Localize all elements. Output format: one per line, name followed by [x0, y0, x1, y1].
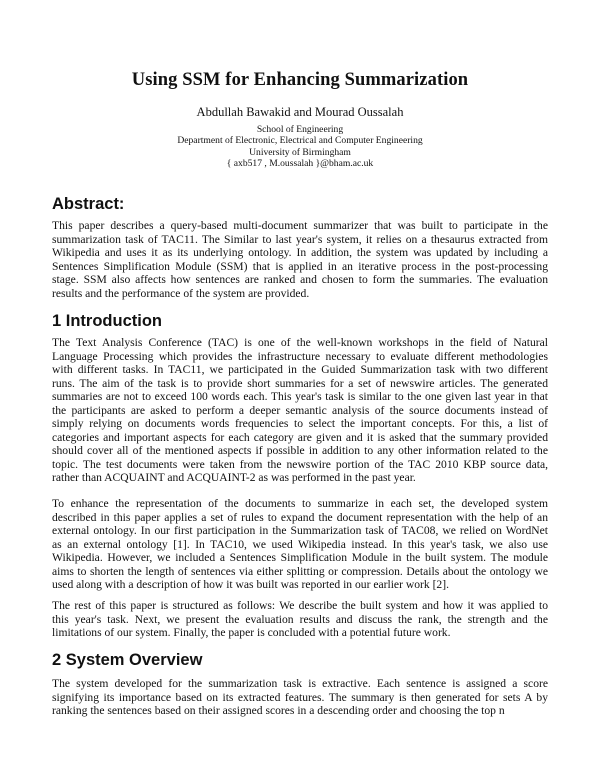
introduction-paragraph-2 [52, 497, 548, 592]
text-line: signifying its importance based on its extracted features. The summary is then generated for sets A by [52, 690, 548, 704]
text-line: with different tasks. In TAC11, we participated in the Guided Summarization task with two different [52, 363, 548, 377]
system-overview-paragraph-1 [52, 677, 548, 718]
abstract-paragraph [52, 219, 548, 300]
text-line: results and the performance of the system are provided. [52, 286, 310, 300]
text-line: used along with a description of how it was built was reported in our earlier work [2]. [52, 578, 449, 592]
affiliation-line: School of Engineering [256, 124, 344, 135]
text-line: ranking the sentences based on their assigned scores in a descending order and choosing the top n [52, 704, 505, 718]
text-line: The system developed for the summarization task is extractive. Each sentence is assigned a score [52, 677, 548, 690]
text-line: This paper describes a query-based multi-document summarizer that was built to participate in the [52, 219, 548, 232]
paper-title: Using SSM for Enhancing Summarization [131, 70, 469, 90]
abstract-heading: Abstract: [52, 195, 125, 213]
text-line: stage. SSM also affects how sentences are ranked and chosen to form the summaries. The evaluation [52, 273, 548, 287]
text-line: Wikipedia and uses it as its underlying ontology. In addition, the system was updated by including a [52, 246, 548, 260]
text-line: runs. The aim of the task is to provide short summaries for a set of newswire articles. The generated [52, 376, 548, 390]
text-line: The rest of this paper is structured as follows: We describe the built system and how it was applied to [52, 599, 548, 612]
text-line: Wikipedia. However, we included a Sentences Simplification Module in the built system. The module [52, 551, 548, 565]
text-line: categories and important aspects for each category are given and it is asked that the summary provided [52, 430, 548, 444]
paper-authors: Abdullah Bawakid and Mourad Oussalah [196, 105, 404, 119]
text-line: Sentences Simplification Module (SSM) that is applied in an iterative process in the post-processing [52, 259, 548, 273]
text-line: as an external ontology [1]. In TAC10, we used Wikipedia instead. In this year's task, we also use [52, 537, 548, 551]
author-affiliation [0, 124, 600, 170]
introduction-heading: 1 Introduction [52, 312, 162, 330]
text-line: aims to shorten the length of sentences via either splitting or compression. Details about the ontology we [52, 564, 548, 578]
introduction-paragraph-3 [52, 599, 548, 640]
text-line: summaries are not to exceed 100 words each. This year's task is similar to the one given last year in that [52, 390, 548, 404]
text-line: described in this paper applies a set of rules to expand the document representation with the help of an [52, 510, 548, 524]
affiliation-line: University of Birmingham [249, 146, 351, 158]
introduction-paragraph-1 [52, 336, 548, 485]
text-line: the participants are asked to perform a deeper semantic analysis of the source documents instead of [52, 403, 548, 417]
text-line: this year's task. Next, we present the evaluation results and discuss the rank, the strength and the [52, 612, 548, 626]
text-line: rather than ACQUAINT and ACQUAINT-2 as was performed in the past year. [52, 471, 416, 485]
text-line: To enhance the representation of the documents to summarize in each set, the developed system [52, 497, 548, 510]
text-line: simply relying on documents words frequencies to select the important concepts. For this, a list of [52, 417, 548, 431]
text-line: limitations of our system. Finally, the paper is concluded with a potential future work. [52, 626, 451, 640]
affiliation-line: Department of Electronic, Electrical and Computer Engineering [177, 135, 423, 147]
text-line: summarization task of TAC11. The Similar to last year's system, it relies on a thesaurus extracted from [52, 232, 548, 246]
system-overview-heading: 2 System Overview [52, 651, 203, 669]
text-line: Language Processing which provides the infrastructure necessary to evaluate different methodologies [52, 349, 548, 363]
text-line: external ontology. In our first participation in the Summarization task of TAC08, we relied on WordNet [52, 524, 548, 538]
text-line: should cover all of the mentioned aspects if possible in addition to any other information related to the [52, 444, 548, 458]
text-line: topic. The test documents were taken from the newswire portion of the TAC 2010 KBP source data, [52, 457, 548, 471]
affiliation-email: { axb517 , M.oussalah }@bham.ac.uk [226, 158, 374, 170]
text-line: The Text Analysis Conference (TAC) is one of the well-known workshops in the field of Natural [52, 336, 548, 349]
